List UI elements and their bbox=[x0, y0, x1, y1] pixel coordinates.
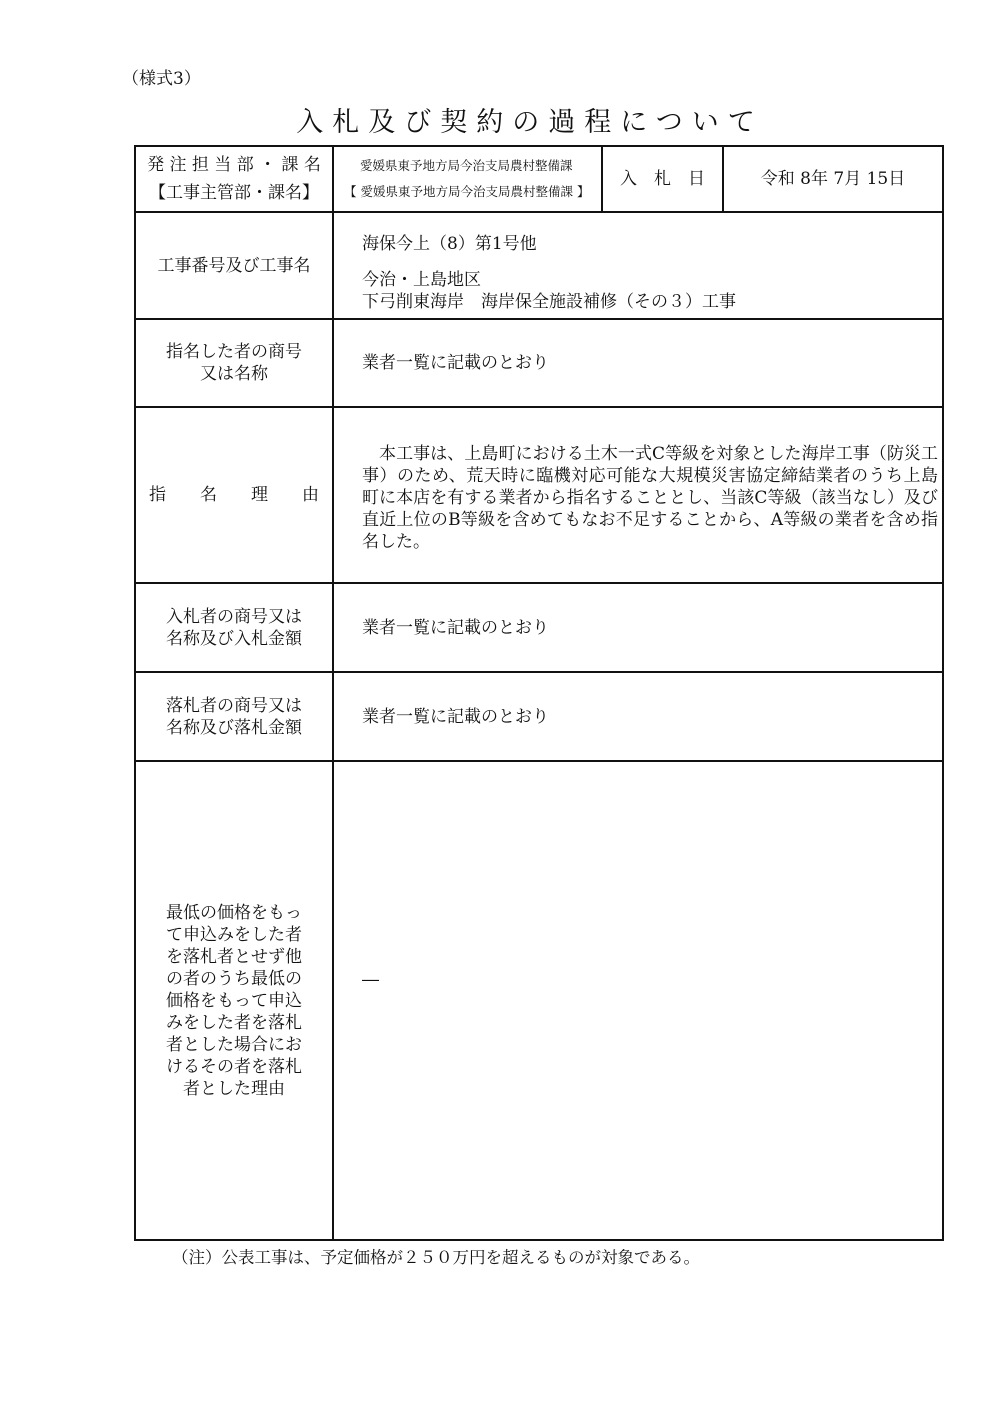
bidders-label-line1: 入札者の商号又は bbox=[166, 606, 302, 627]
dept-label-line2: 【工事主管部・課名】 bbox=[149, 183, 319, 203]
footnote: （注）公表工事は、予定価格が２５０万円を超えるものが対象である。 bbox=[172, 1248, 700, 1267]
exception-label-line: 価格をもって申込 bbox=[166, 990, 302, 1011]
exception-label-line: て申込みをした者 bbox=[166, 924, 302, 945]
exception-label-line: 者とした理由 bbox=[183, 1078, 285, 1099]
nominee-label-line2: 又は名称 bbox=[200, 364, 268, 384]
exception-label-line: けるその者を落札 bbox=[166, 1056, 302, 1077]
bid-date-value: 令和 8年 7月 15日 bbox=[760, 169, 906, 189]
winner-label-line2: 名称及び落札金額 bbox=[166, 717, 302, 738]
work-line3: 下弓削東海岸 海岸保全施設補修（その３）工事 bbox=[362, 292, 736, 312]
table-border-bottom bbox=[134, 1239, 944, 1241]
work-label: 工事番号及び工事名 bbox=[157, 255, 311, 276]
exception-label-line: の者のうち最低の bbox=[166, 968, 302, 989]
dept-label-line1: 発 注 担 当 部 ・ 課 名 bbox=[147, 155, 321, 175]
exception-label-line: 者とした場合にお bbox=[166, 1034, 302, 1055]
work-value bbox=[362, 233, 736, 313]
bidders-value: 業者一覧に記載のとおり bbox=[362, 617, 549, 638]
exception-label-line: みをした者を落札 bbox=[166, 1012, 302, 1033]
exception-label-line: 最低の価格をもっ bbox=[166, 902, 302, 923]
exception-label-line: を落札者とせず他 bbox=[166, 946, 302, 967]
winner-value: 業者一覧に記載のとおり bbox=[362, 706, 549, 727]
bid-date-label: 入 札 日 bbox=[620, 169, 705, 189]
nominee-label-line1: 指名した者の商号 bbox=[166, 342, 302, 362]
reason-label: 指 名 理 由 bbox=[149, 485, 319, 505]
form-number: （様式3） bbox=[122, 69, 201, 89]
page-title: 入札及び契約の過程について bbox=[296, 107, 764, 138]
bidders-label bbox=[136, 584, 332, 671]
dept-label bbox=[136, 147, 332, 211]
nominee-value: 業者一覧に記載のとおり bbox=[362, 353, 549, 373]
reason-text: 本工事は、上島町における土木一式C等級を対象とした海岸工事（防災工事）のため、荒天時に臨機対応可能な大規模災害協定締結業者のうち上島町に本店を有する業者から指名することとし、当該C等級（該当なし）及び直近上位のB等級を含めてもなお不足することから、A等級の業者を含め指名した。 bbox=[362, 444, 938, 552]
winner-label bbox=[136, 673, 332, 760]
work-line2: 今治・上島地区 bbox=[362, 270, 481, 290]
table-border-right bbox=[942, 145, 944, 1241]
winner-label-line1: 落札者の商号又は bbox=[166, 695, 302, 716]
exception-value: ― bbox=[362, 970, 379, 990]
dept-value-line1: 愛媛県東予地方局今治支局農村整備課 bbox=[360, 158, 573, 173]
exception-label bbox=[136, 762, 332, 1239]
nominee-label bbox=[136, 320, 332, 406]
dept-value-line2: 【 愛媛県東予地方局今治支局農村整備課 】 bbox=[344, 184, 590, 199]
work-line1: 海保今上（8）第1号他 bbox=[362, 234, 537, 254]
dept-value bbox=[334, 147, 601, 211]
bidders-label-line2: 名称及び入札金額 bbox=[166, 628, 302, 649]
